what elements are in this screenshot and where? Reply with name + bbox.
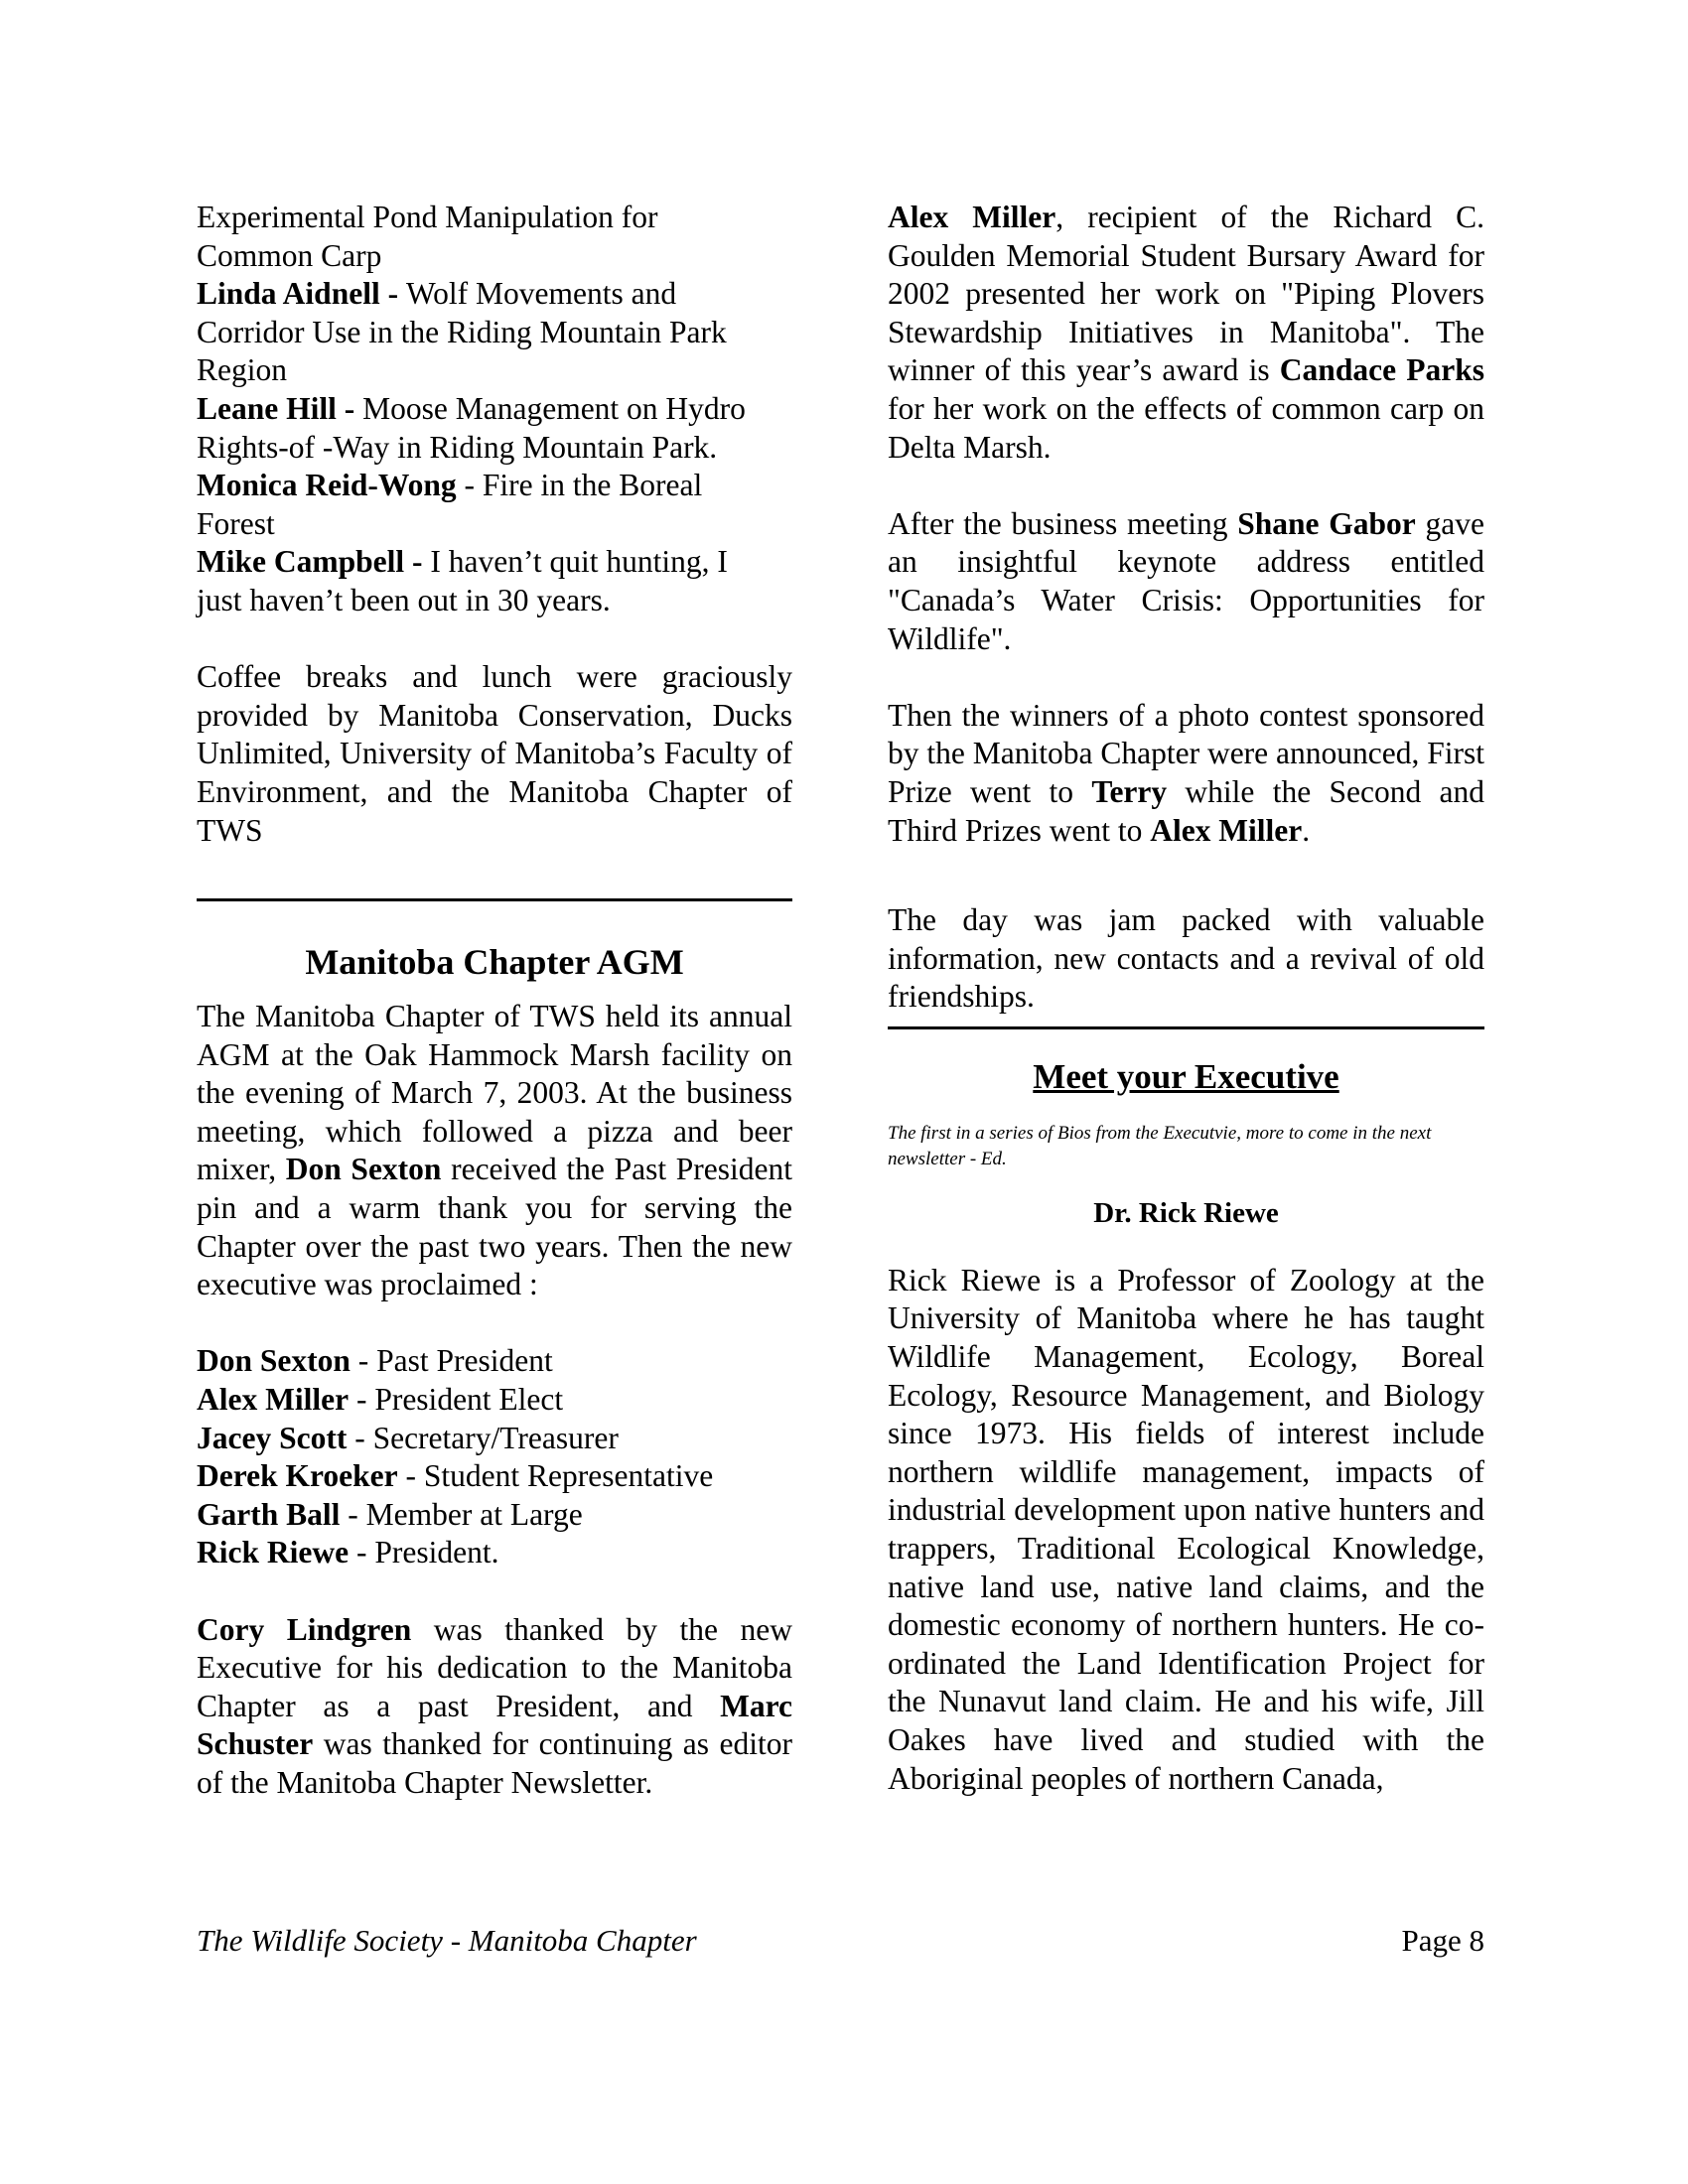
closing-paragraph: The day was jam packed with valuable information, new contacts and a revival of old friendships.	[888, 902, 1484, 1015]
presenter-name: Monica Reid-Wong	[197, 468, 457, 503]
keynote-paragraph: After the business meeting Shane Gabor gave an insightful keynote address entitled "Canada’s Water Crisis: Opportunities for Wildlife".	[888, 505, 1485, 656]
executive-role: Member at Large	[365, 1496, 583, 1532]
person-name: Alex Miller	[888, 200, 1056, 234]
talk-title: just haven’t been out in 30 years.	[197, 582, 611, 617]
bio-paragraph: Rick Riewe is a Professor of Zoology at the University of Manitoba where he has taught Wildlife Management, Ecology, Boreal Ecology, Resource Management, and Biology since 1973. His fields of interest include northern wildlife management, impacts of industrial development upon native hunters and trappers, Traditional Ecological Knowledge, native land use, native land claims, and the domestic economy of northern hunters. He co-ordinated the Land Identification Project for the Nunavut land claim. He and his wife, Jill Oakes have lived and studied with the Aboriginal peoples of northern Canada,	[888, 1262, 1484, 1796]
thanks-paragraph: Cory Lindgren was thanked by the new Executive for his dedication to the Manitoba Chapter as a past President, and Marc Schuster was thanked for continuing as editor of the Manitoba Chapter Newsletter.	[197, 1611, 792, 1800]
talk-entry: Monica Reid-Wong - Fire in the Boreal Forest	[197, 468, 703, 541]
talk-continued-line: Experimental Pond Manipulation for	[197, 200, 658, 234]
executive-list	[197, 1342, 792, 1572]
right-column	[888, 199, 1484, 1798]
talk-title: I haven’t quit hunting, I	[430, 544, 728, 580]
executive-name: Rick Riewe	[197, 1535, 350, 1570]
executive-name: Derek Kroeker	[197, 1458, 398, 1494]
executive-role: Student Representative	[423, 1458, 714, 1494]
talk-title: Region	[197, 352, 287, 388]
executive-item: Jacey Scott - Secretary/Treasurer	[197, 1420, 619, 1455]
executive-item: Garth Ball - Member at Large	[197, 1496, 583, 1532]
left-column	[197, 199, 792, 1803]
talk-title: Wolf Movements and	[405, 276, 677, 312]
executive-name: Alex Miller	[197, 1382, 350, 1418]
editor-note: The first in a series of Bios from the Executvie, more to come in the next newsletter - Ed.	[888, 1122, 1432, 1169]
person-name: Candace Parks	[1279, 352, 1484, 388]
executive-item: Rick Riewe - President.	[197, 1535, 499, 1570]
footer-page-number: Page 8	[1401, 1923, 1484, 1958]
coffee-paragraph: Coffee breaks and lunch were graciously provided by Manitoba Conservation, Ducks Unlimited, University of Manitoba’s Faculty of Environment, and the Manitoba Chapter of TWS	[197, 659, 792, 848]
agm-heading: Manitoba Chapter AGM	[305, 942, 684, 983]
executive-role: President Elect	[374, 1382, 564, 1418]
photo-contest-paragraph: Then the winners of a photo contest sponsored by the Manitoba Chapter were announced, First Prize went to Terry while the Second and Third Prizes went to Alex Miller.	[888, 697, 1484, 848]
presenter-name: Mike Campbell	[197, 544, 405, 580]
presenter-name: Linda Aidnell	[197, 276, 380, 312]
person-name: Alex Miller	[1150, 812, 1303, 848]
executive-role: Secretary/Treasurer	[372, 1420, 619, 1455]
footer-publication: The Wildlife Society - Manitoba Chapter	[197, 1923, 697, 1958]
talk-title: Fire in the Boreal	[482, 468, 703, 503]
agm-paragraph: The Manitoba Chapter of TWS held its annual AGM at the Oak Hammock Marsh facility on the evening of March 7, 2003. At the business meeting, which followed a pizza and beer mixer, Don Sexton received the Past President pin and a warm thank you for serving the Chapter over the past two years. Then the new executive was proclaimed :	[197, 999, 792, 1302]
talk-entry: Linda Aidnell - Wolf Movements and Corridor Use in the Riding Mountain Park Region	[197, 276, 727, 388]
award-paragraph: Alex Miller, recipient of the Richard C. Goulden Memorial Student Bursary Award for 2002 presented her work on "Piping Plovers Stewardship Initiatives in Manitoba". The winner of this year’s award is Candace Parks for her work on the effects of common carp on Delta Marsh.	[888, 200, 1485, 465]
meet-executive-heading: Meet your Executive	[1033, 1056, 1339, 1096]
talk-entry: Mike Campbell - I haven’t quit hunting, I just haven’t been out in 30 years.	[197, 544, 728, 617]
person-name: Marc Schuster	[197, 1688, 792, 1762]
person-name: Shane Gabor	[1237, 505, 1416, 541]
presenter-name: Leane Hill	[197, 390, 337, 426]
person-name: Don Sexton	[285, 1152, 442, 1187]
executive-role: Past President	[376, 1343, 553, 1379]
executive-item: Alex Miller - President Elect	[197, 1382, 564, 1418]
talk-title: Corridor Use in the Riding Mountain Park	[197, 314, 727, 349]
executive-item: Derek Kroeker - Student Representative	[197, 1458, 714, 1494]
talk-title: Forest	[197, 505, 275, 541]
executive-name: Jacey Scott	[197, 1420, 348, 1455]
executive-role: President.	[374, 1535, 499, 1570]
talk-title: Rights-of -Way in Riding Mountain Park.	[197, 429, 718, 465]
person-name: Cory Lindgren	[197, 1611, 412, 1647]
talk-continued-line: Common Carp	[197, 237, 382, 273]
bio-name: Dr. Rick Riewe	[1093, 1196, 1279, 1229]
talk-entry: Leane Hill - Moose Management on Hydro Rights-of -Way in Riding Mountain Park.	[197, 390, 746, 465]
executive-item: Don Sexton - Past President	[197, 1343, 553, 1379]
executive-name: Don Sexton	[197, 1343, 351, 1379]
executive-name: Garth Ball	[197, 1496, 341, 1532]
person-name: Terry	[1091, 773, 1168, 809]
talk-title: Moose Management on Hydro	[362, 390, 746, 426]
